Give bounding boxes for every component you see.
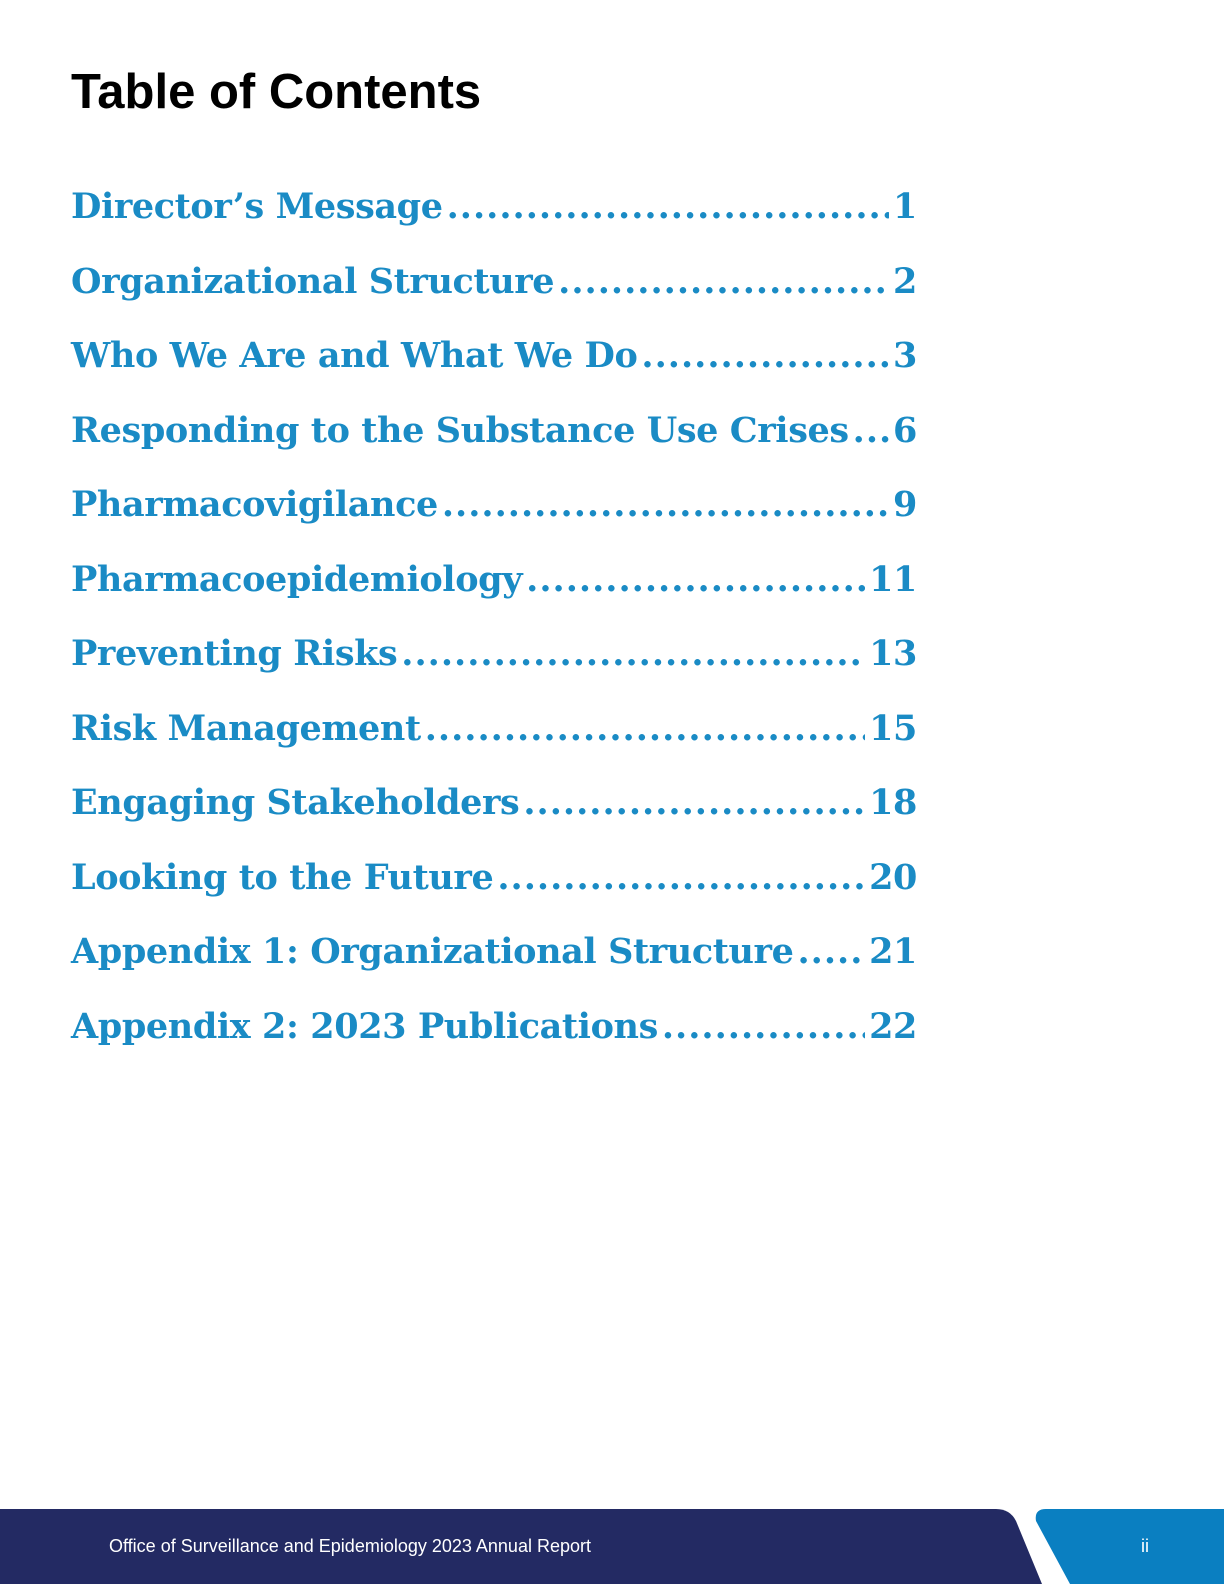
toc-entry-page: 22 [869, 1005, 917, 1047]
toc-entry-page: 1 [893, 186, 917, 227]
toc-dot-leader [797, 931, 865, 972]
toc-entry-appendix-1[interactable] [71, 931, 917, 1006]
toc-dot-leader [641, 335, 889, 376]
toc-entry-organizational-structure[interactable] [71, 261, 917, 336]
toc-dot-leader [853, 410, 889, 451]
toc-entry-risk-management[interactable] [71, 708, 917, 783]
toc-dot-leader [442, 484, 889, 525]
footer-report-title: Office of Surveillance and Epidemiology 2023 Annual Report [109, 1536, 591, 1556]
toc-entry-label: Appendix 2: 2023 Publications [71, 1005, 658, 1047]
toc-entry-page: 6 [893, 409, 917, 451]
toc-entry-label: Pharmacovigilance [71, 484, 438, 525]
toc-entry-label: Pharmacoepidemiology [71, 558, 523, 600]
toc-entry-preventing-risks[interactable] [71, 633, 917, 708]
toc-entry-page: 2 [893, 260, 917, 302]
toc-dot-leader [425, 708, 865, 749]
page-footer [0, 1509, 1224, 1584]
toc-entry-page: 11 [869, 558, 917, 600]
toc-entry-page: 15 [869, 707, 917, 749]
toc-dot-leader [523, 782, 865, 823]
toc-entry-appendix-2[interactable] [71, 1006, 917, 1081]
toc-entry-looking-to-the-future[interactable] [71, 857, 917, 932]
table-of-contents [71, 186, 917, 1080]
toc-entry-pharmacovigilance[interactable] [71, 484, 917, 559]
toc-entry-directors-message[interactable] [71, 186, 917, 261]
toc-entry-label: Looking to the Future [71, 856, 494, 898]
toc-entry-page: 20 [869, 856, 917, 898]
toc-entry-page: 9 [893, 484, 917, 525]
toc-entry-label: Risk Management [71, 707, 421, 749]
toc-entry-label: Preventing Risks [71, 633, 398, 674]
toc-entry-label: Engaging Stakeholders [71, 782, 520, 823]
footer-page-number: ii [1141, 1536, 1149, 1556]
toc-entry-page: 18 [869, 782, 917, 823]
toc-dot-leader [401, 633, 865, 674]
toc-entry-label: Responding to the Substance Use Crises [71, 409, 849, 451]
page-title: Table of Contents [71, 65, 482, 119]
toc-entry-label: Director’s Message [71, 186, 443, 227]
toc-dot-leader [497, 857, 865, 898]
toc-dot-leader [526, 559, 865, 600]
toc-entry-page: 21 [869, 931, 917, 972]
toc-entry-substance-use-crises[interactable] [71, 410, 917, 485]
toc-dot-leader [558, 261, 889, 302]
toc-entry-who-we-are[interactable] [71, 335, 917, 410]
toc-entry-engaging-stakeholders[interactable] [71, 782, 917, 857]
toc-entry-page: 13 [869, 633, 917, 674]
toc-entry-label: Who We Are and What We Do [71, 335, 638, 376]
toc-entry-pharmacoepidemiology[interactable] [71, 559, 917, 634]
toc-entry-page: 3 [893, 335, 917, 376]
toc-entry-label: Organizational Structure [71, 260, 555, 302]
toc-entry-label: Appendix 1: Organizational Structure [71, 931, 794, 972]
toc-dot-leader [447, 186, 889, 227]
toc-dot-leader [662, 1006, 865, 1047]
